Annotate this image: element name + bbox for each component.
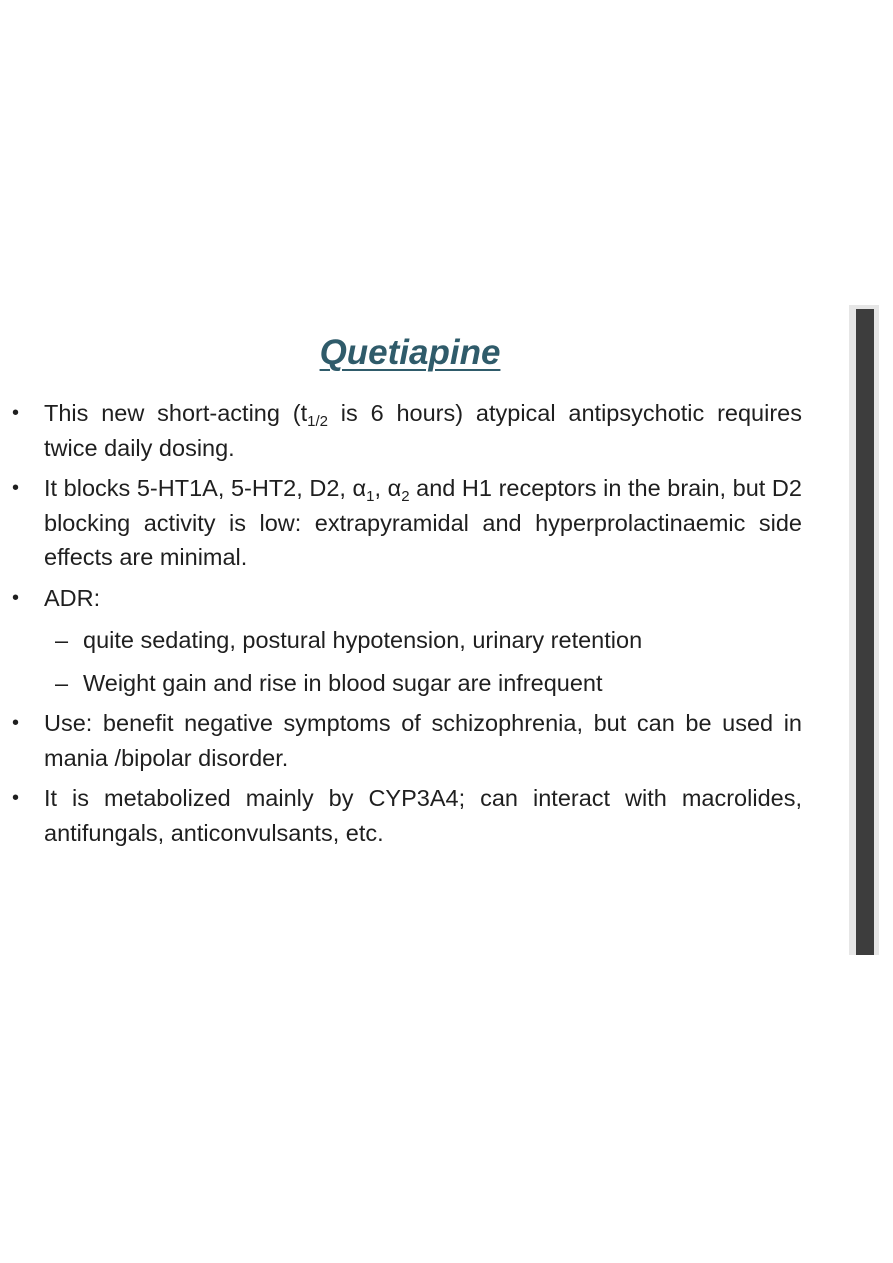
bullet-item-metabolism — [12, 781, 802, 850]
bullet-icon: • — [12, 712, 20, 734]
sub-item-text: quite sedating, postural hypotension, urinary retention — [83, 627, 643, 653]
bullet-text: ADR: — [44, 584, 101, 611]
bullet-icon: • — [12, 787, 20, 809]
bullet-item-receptors — [12, 471, 802, 575]
bullet-icon: • — [12, 402, 20, 424]
scrollbar-thumb[interactable] — [856, 309, 874, 955]
bullet-icon: • — [12, 477, 20, 499]
sub-item — [55, 666, 802, 701]
bullet-text: It is metabolized mainly by CYP3A4; can interact with macrolides, antifungals, anticonvulsants, etc. — [44, 785, 802, 846]
bullet-text: Use: benefit negative symptoms of schizophrenia, but can be used in mania /bipolar disorder. — [44, 710, 802, 771]
bullet-text: This new short-acting ($t_{1/2}$ is 6 hours) atypical antipsychotic requires twice daily dosing. — [44, 400, 802, 461]
bullet-item-use — [12, 706, 802, 775]
bullet-item-half-life — [12, 396, 802, 465]
slide-title: Quetiapine — [319, 333, 501, 372]
bullet-list — [12, 396, 802, 856]
bullet-item-adr — [12, 581, 802, 616]
dash-icon: – — [55, 669, 69, 696]
dash-icon: – — [55, 627, 69, 653]
sub-item — [55, 623, 802, 658]
sub-item-text: Weight gain and rise in blood sugar are infrequent — [83, 669, 603, 696]
bullet-icon: • — [12, 586, 20, 609]
bullet-text: It blocks 5-HT1A, 5-HT2, D2, $\alpha_1$, $\alpha_2$ and H1 receptors in the brain, but D2 blocking activity is low: extrapyramidal and hyperprolactinaemic side effects are minimal. — [44, 475, 802, 570]
